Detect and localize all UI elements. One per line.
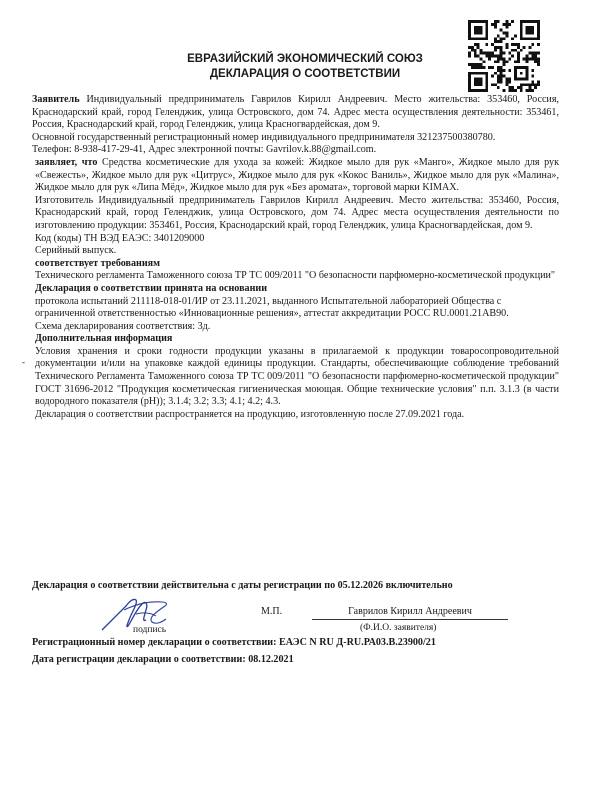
declaration-scheme: Схема декларирования соответствия: 3д. xyxy=(35,320,211,332)
applicant-paragraph xyxy=(32,94,559,132)
conformity-text: Технического регламента Таможенного союза ТР ТС 009/2011 "О безопасности парфюмерно-косметической продукции" xyxy=(35,270,556,282)
serial-production: Серийный выпуск. xyxy=(35,245,117,257)
applicant-label: Заявитель xyxy=(32,94,80,105)
basis-label: Декларация о соответствии принята на основании xyxy=(35,282,268,294)
declares-paragraph xyxy=(32,157,559,195)
document-title: ДЕКЛАРАЦИЯ О СООТВЕТСТВИИ xyxy=(209,68,401,80)
additional-info-text: Условия хранения и сроки годности продукции указаны в прилагаемой к продукции товаросопроводительной документации и/или на упаковке каждой единицы продукции. Стандарты, обеспечивающие соблюдение требований Технического Регламента Таможенного союза ТР ТС 009/2011 "О безопасности парфюмерно-косметической продукции" ГОСТ 31696-2012 "Продукция косметическая гигиеническая моющая. Общие технические условия" п.п. 3.1.3 (в части водородного показателя (pH)); 3.1.4; 3.2; 3.3; 4.1; 4.2; 4.3. xyxy=(35,345,559,408)
validity-statement: Декларация о соответствии действительна с даты регистрации по 05.12.2026 включительно xyxy=(32,580,453,591)
declares-label: заявляет, что xyxy=(35,156,98,168)
registration-date: Дата регистрации декларации о соответствии: 08.12.2021 xyxy=(32,654,294,665)
union-name: ЕВРАЗИЙСКИЙ ЭКОНОМИЧЕСКИЙ СОЮЗ xyxy=(187,53,423,65)
margin-dash: - xyxy=(22,357,25,367)
stamp-place-label: М.П. xyxy=(261,606,283,617)
basis-text: протокола испытаний 211118-018-01/ИР от 23.11.2021, выданного Испытательной лабораторией Общества с ограниченной ответственностью «Инновационные решения», аттестат аккредитации РОСС RU.0001.21АВ90. xyxy=(35,295,509,320)
additional-info-label: Дополнительная информация xyxy=(35,333,173,345)
declaration-body xyxy=(32,94,559,421)
applicant-name: Гаврилов Кирилл Андреевич xyxy=(312,606,508,620)
signature-label: подпись xyxy=(133,625,167,635)
document-header xyxy=(160,52,450,82)
extends-statement: Декларация о соответствии распространяется на продукцию, изготовленную после 27.09.2021 года. xyxy=(35,408,465,420)
fio-caption: (Ф.И.О. заявителя) xyxy=(360,623,437,633)
tn-ved-code: Код (коды) ТН ВЭД ЕАЭС: 3401209000 xyxy=(35,232,205,244)
registration-number: Регистрационный номер декларации о соответствии: ЕАЭС N RU Д-RU.РА03.В.23900/21 xyxy=(32,637,436,648)
conformity-label: соответствует требованиям xyxy=(35,257,161,269)
manufacturer-paragraph: Изготовитель Индивидуальный предприниматель Гаврилов Кирилл Андреевич. Место жительства: 353460, Россия, Краснодарский край, город Геленджик, улица Островского, дом 74. Адрес места осуществления деятельности по изготовлению продукции: 353461, Россия, Краснодарский край, город Геленджик, улица Красногвардейская, дом 9. xyxy=(35,194,559,231)
applicant-text: Индивидуальный предприниматель Гаврилов Кирилл Андреевич. Место жительства: 353460, Россия, Краснодарский край, город Геленджик, улица Островского, дом 74. Адрес места осуществления деятельности: 353461, Россия, Краснодарский край, город Геленджик, улица Красногвардейская, дом 9. xyxy=(32,94,559,131)
applicant-contacts: Телефон: 8-938-417-29-41, Адрес электронной почты: Gavrilov.k.88@gmail.com. xyxy=(32,144,377,156)
qr-code xyxy=(468,20,540,92)
applicant-ogrn: Основной государственный регистрационный номер индивидуального предпринимателя 321237500380780. xyxy=(32,131,496,143)
declares-text: Средства косметические для ухода за кожей: Жидкое мыло для рук «Манго», Жидкое мыло для рук «Свежесть», Жидкое мыло для рук «Цитрус», Жидкое мыло для рук «Кокос Ваниль», Жидкое мыло для рук «Малина», Жидкое мыло для рук «Липа Мёд», Жидкое мыло для рук «Без аромата», торговой марки KIMAX. xyxy=(35,156,560,194)
